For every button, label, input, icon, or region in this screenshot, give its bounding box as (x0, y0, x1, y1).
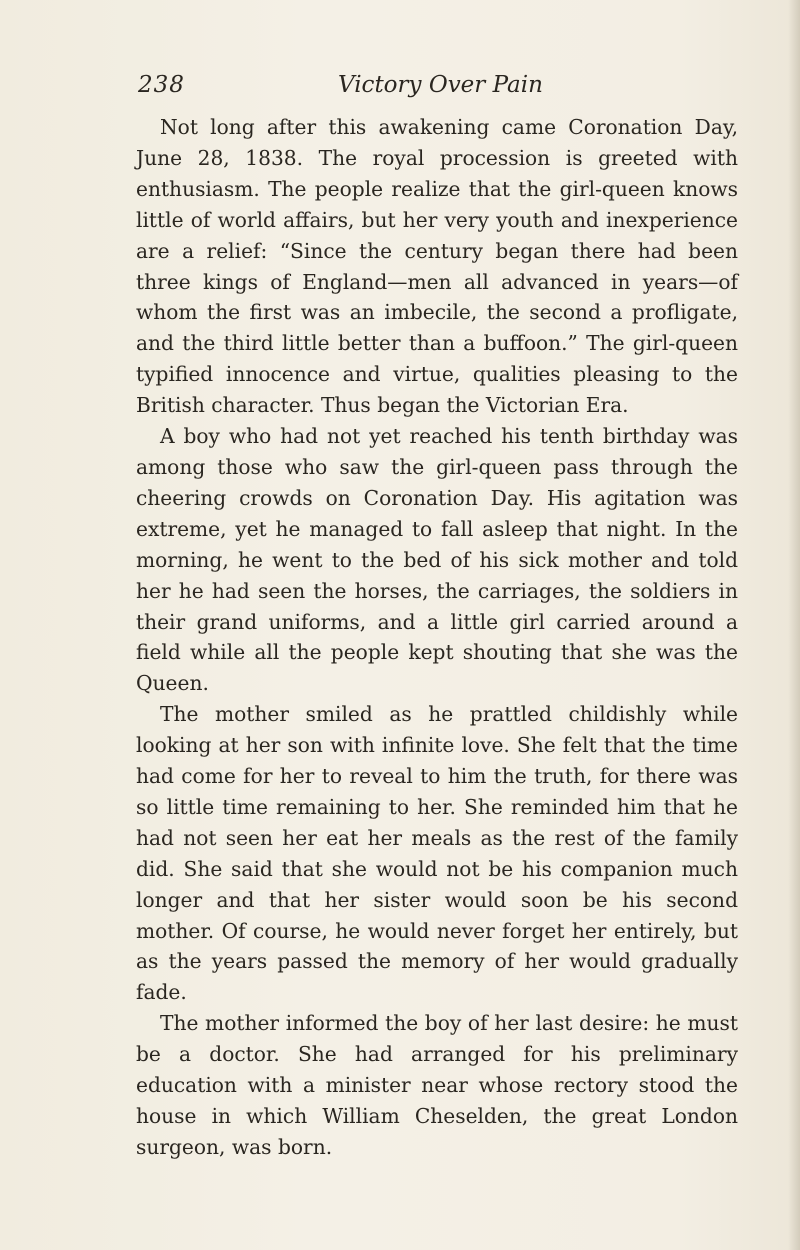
paragraph-last-desire: The mother informed the boy of her last desire: he must be a doctor. She had arranged for his preliminary education with a minister near whose rectory stood the house in which William Cheselden, the great London surgeon, was born. (136, 1011, 738, 1159)
running-header (138, 72, 738, 106)
body-text (136, 112, 738, 1163)
paragraph-boy-watching: A boy who had not yet reached his tenth birthday was among those who saw the girl-queen pass through the cheering crowds on Coronation Day. His agitation was extreme, yet he managed to fall asleep that night. In the morning, he went to the bed of his sick mother and told her he had seen the horses, the carriages, the soldiers in their grand uniforms, and a little girl carried around a field while all the people kept shouting that she was the Queen. (136, 424, 738, 696)
paragraph-coronation-day: Not long after this awakening came Coronation Day, June 28, 1838. The royal procession is greeted with enthusiasm. The people realize that the girl-queen knows little of world affairs, but her very youth and inexperience are a relief: “Since the century began there had been three kings of England—men all advanced in years—of whom the first was an imbecile, the second a profligate, and the third little better than a buffoon.” The girl-queen typified innocence and virtue, qualities pleasing to the British character. Thus began the Victorian Era. (136, 115, 738, 418)
paragraph-mother-reveals: The mother smiled as he prattled childishly while looking at her son with infinite love. She felt that the time had come for her to reveal to him the truth, for there was so little time remaining to her. She reminded him that he had not seen her eat her meals as the rest of the family did. She said that she would not be his companion much longer and that her sister would soon be his second mother. Of course, he would never forget her entirely, but as the years passed the memory of her would gradually fade. (136, 702, 738, 1005)
running-title: Victory Over Pain (338, 72, 543, 98)
page-number: 238 (138, 72, 185, 98)
page-edge-shadow (788, 0, 800, 1250)
